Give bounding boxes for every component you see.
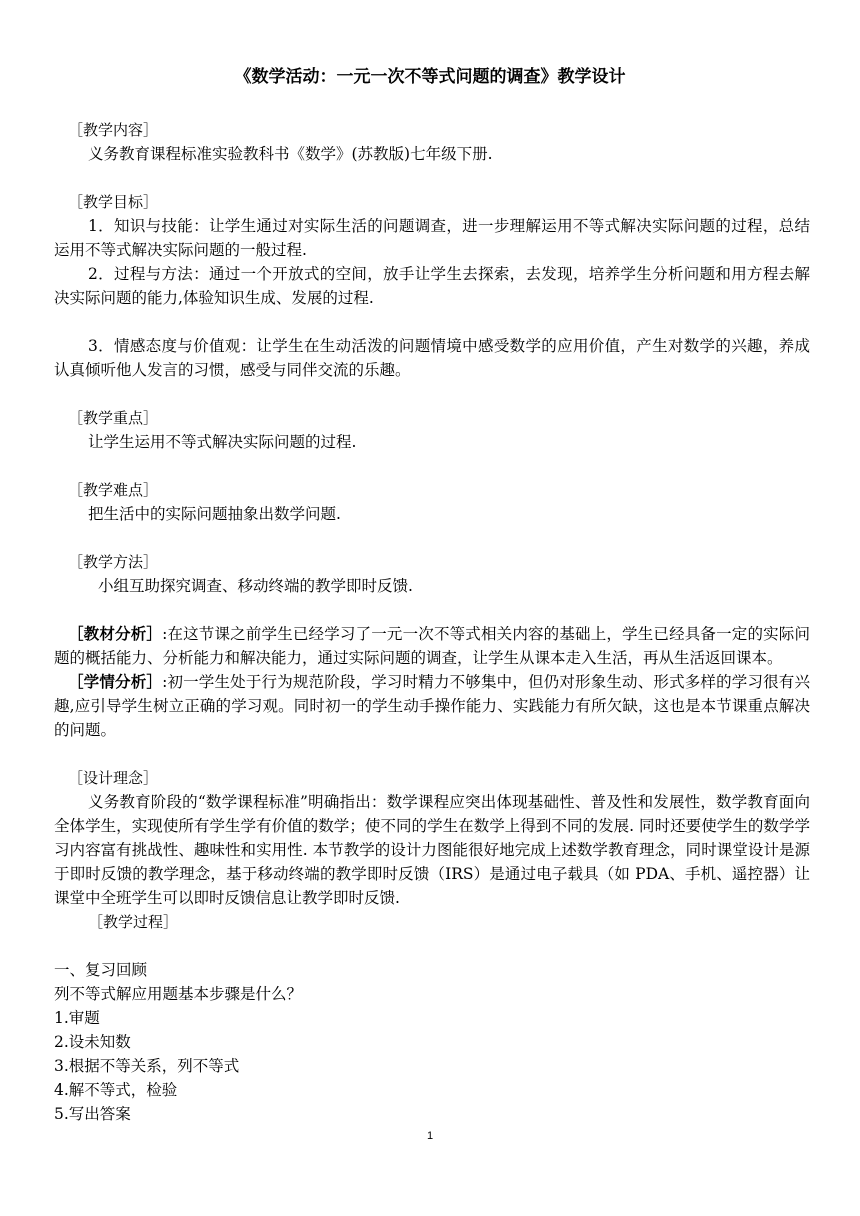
section-heading-design-concept: ［设计理念］ xyxy=(68,769,159,787)
goal-item-2: 2．过程与方法：通过一个开放式的空间，放手让学生去探索，去发现，培养学生分析问题和用方程去解决实际问题的能力,体验知识生成、发展的过程. xyxy=(54,265,810,307)
section-heading-content: ［教学内容］ xyxy=(68,121,159,139)
review-title: 一、复习回顾 xyxy=(54,961,148,979)
key-points-text: 让学生运用不等式解决实际问题的过程. xyxy=(88,433,357,451)
difficulties-text: 把生活中的实际问题抽象出数学问题. xyxy=(88,505,341,523)
section-heading-goals: ［教学目标］ xyxy=(68,193,159,211)
review-step: 2.设未知数 xyxy=(54,1033,131,1051)
section-heading-difficulties: ［教学难点］ xyxy=(68,481,159,499)
review-step: 5.写出答案 xyxy=(54,1105,131,1123)
goal-item-3: 3．情感态度与价值观：让学生在生动活泼的问题情境中感受数学的应用价值，产生对数学的兴趣，养成认真倾听他人发言的习惯，感受与同伴交流的乐趣。 xyxy=(54,337,810,379)
section-heading-process: ［教学过程］ xyxy=(88,913,179,931)
goal-item-1: 1．知识与技能：让学生通过对实际生活的问题调查，进一步理解运用不等式解决实际问题的过程，总结运用不等式解决实际问题的一般过程. xyxy=(54,217,810,259)
document-title: 《数学活动：一元一次不等式问题的调查》教学设计 xyxy=(234,67,626,87)
student-analysis-paragraph xyxy=(54,670,810,742)
design-concept-text: 义务教育阶段的“数学课程标准”明确指出：数学课程应突出体现基础性、普及性和发展性，数学教育面向全体学生，实现使所有学生学有价值的数学；使不同的学生在数学上得到不同的发展. 同时还要使学生的数学学习内容富有挑战性、趣味性和实用性. 本节教学的设计力图能很好地完成上述数学教育理念，同时课堂设计是源于即时反馈的教学理念，基于移动终端的教学即时反馈（IRS）是通过电子载具（如 PDA、手机、遥控器）让课堂中全班学生可以即时反馈信息让教学即时反馈. xyxy=(54,793,810,907)
material-analysis-label: ［教材分析］ xyxy=(68,625,163,643)
content-text: 义务教育课程标准实验教科书《数学》(苏教版)七年级下册. xyxy=(88,145,493,163)
student-analysis-label: ［学情分析］ xyxy=(68,673,163,691)
student-analysis-text: :初一学生处于行为规范阶段，学习时精力不够集中，但仍对形象生动、形式多样的学习很有兴趣,应引导学生树立正确的学习观。同时初一的学生动手操作能力、实践能力有所欠缺，这也是本节课重点解决的问题。 xyxy=(54,673,810,739)
review-step: 4.解不等式，检验 xyxy=(54,1081,178,1099)
document-body xyxy=(54,118,810,1126)
methods-text: 小组互助探究调查、移动终端的教学即时反馈. xyxy=(98,577,413,595)
review-step: 3.根据不等关系，列不等式 xyxy=(54,1057,240,1075)
review-question: 列不等式解应用题基本步骤是什么？ xyxy=(54,985,303,1003)
section-heading-methods: ［教学方法］ xyxy=(68,553,159,571)
review-step: 1.审题 xyxy=(54,1009,100,1027)
section-heading-key-points: ［教学重点］ xyxy=(68,409,159,427)
material-analysis-paragraph xyxy=(54,622,810,670)
material-analysis-text: :在这节课之前学生已经学习了一元一次不等式相关内容的基础上，学生已经具备一定的实际问题的概括能力、分析能力和解决能力，通过实际问题的调查，让学生从课本走入生活，再从生活返回课本。 xyxy=(54,625,810,667)
page-number: 1 xyxy=(426,1130,434,1142)
